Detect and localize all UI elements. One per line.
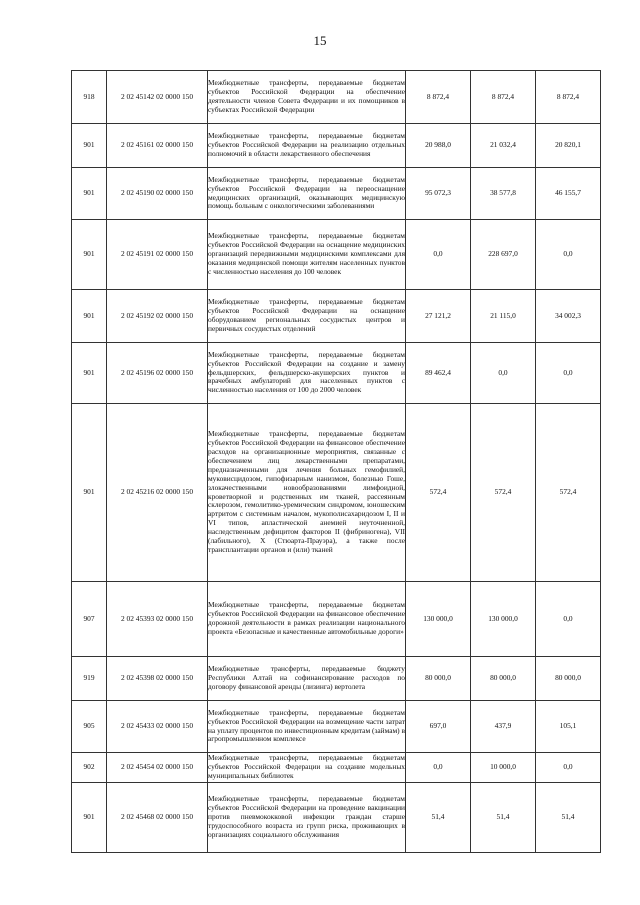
amount-year1-cell — [406, 753, 471, 783]
admin-code-cell-text: 901 — [83, 188, 95, 198]
amount-year3-cell-text: 8 872,4 — [556, 91, 580, 101]
table-row — [72, 220, 601, 290]
amount-year2-cell — [471, 220, 536, 290]
admin-code-cell — [72, 701, 107, 753]
amount-year1-cell-text: 572,4 — [429, 487, 447, 497]
table-row — [72, 783, 601, 853]
amount-year1-cell-text: 0,0 — [433, 762, 443, 772]
admin-code-cell-text: 901 — [83, 812, 95, 822]
amount-year2-cell-text: 80 000,0 — [490, 673, 516, 683]
description-cell — [208, 753, 406, 783]
budget-code-cell — [107, 220, 208, 290]
amount-year2-cell — [471, 657, 536, 701]
amount-year3-cell — [536, 701, 601, 753]
description-cell — [208, 168, 406, 220]
budget-code-cell-text: 2 02 45433 02 0000 150 — [120, 721, 194, 731]
description-cell — [208, 343, 406, 404]
budget-code-cell — [107, 124, 208, 168]
amount-year1-cell-text: 0,0 — [433, 249, 443, 259]
description-cell-text: Межбюджетные трансферты, передаваемые бюджетам субъектов Российской Федерации на возмещение части затрат на уплату процентов по инвестиционным кредитам (займам) в агропромышленном комплексе — [208, 707, 405, 744]
budget-code-cell-text: 2 02 45196 02 0000 150 — [120, 367, 194, 377]
admin-code-cell-text: 901 — [83, 310, 95, 320]
amount-year3-cell-text: 46 155,7 — [555, 188, 581, 198]
description-cell — [208, 657, 406, 701]
description-cell — [208, 404, 406, 582]
table-body — [72, 71, 601, 853]
amount-year1-cell — [406, 71, 471, 124]
description-cell-text: Межбюджетные трансферты, передаваемые бюджетам субъектов Российской Федерации на реализацию отдельных полномочий в области лекарственного обеспечения — [208, 131, 405, 158]
budget-code-cell-text: 2 02 45190 02 0000 150 — [120, 188, 194, 198]
amount-year3-cell-text: 572,4 — [559, 487, 577, 497]
admin-code-cell-text: 901 — [83, 140, 95, 150]
amount-year3-cell — [536, 168, 601, 220]
amount-year2-cell-text: 228 697,0 — [488, 249, 518, 259]
budget-code-cell — [107, 582, 208, 657]
admin-code-cell-text: 901 — [83, 487, 95, 497]
description-cell-text: Межбюджетные трансферты, передаваемые бюджетам субъектов Российской Федерации на финансовое обеспечение дорожной деятельности в рамках реализации национального проекта «Безопасные и качественные автомобильные дороги» — [208, 600, 405, 636]
amount-year2-cell — [471, 290, 536, 343]
amount-year3-cell-text: 80 000,0 — [555, 673, 581, 683]
table-row — [72, 582, 601, 657]
table-row — [72, 290, 601, 343]
description-cell — [208, 783, 406, 853]
budget-code-cell-text: 2 02 45191 02 0000 150 — [120, 249, 194, 259]
budget-code-cell — [107, 701, 208, 753]
budget-code-cell — [107, 657, 208, 701]
amount-year2-cell — [471, 582, 536, 657]
admin-code-cell — [72, 124, 107, 168]
admin-code-cell-text: 902 — [83, 762, 95, 772]
budget-code-cell — [107, 290, 208, 343]
amount-year1-cell — [406, 783, 471, 853]
table-row — [72, 701, 601, 753]
amount-year2-cell-text: 572,4 — [494, 487, 512, 497]
amount-year1-cell-text: 89 462,4 — [425, 367, 451, 377]
description-cell — [208, 582, 406, 657]
amount-year2-cell-text: 437,9 — [494, 721, 512, 731]
amount-year2-cell-text: 51,4 — [496, 812, 510, 822]
description-cell — [208, 220, 406, 290]
admin-code-cell — [72, 753, 107, 783]
admin-code-cell — [72, 220, 107, 290]
amount-year3-cell — [536, 404, 601, 582]
amount-year3-cell — [536, 290, 601, 343]
admin-code-cell — [72, 783, 107, 853]
table-row — [72, 657, 601, 701]
admin-code-cell-text: 901 — [83, 367, 95, 377]
amount-year3-cell-text: 0,0 — [563, 613, 573, 623]
admin-code-cell-text: 901 — [83, 249, 95, 259]
amount-year3-cell — [536, 220, 601, 290]
amount-year2-cell-text: 21 032,4 — [490, 140, 516, 150]
admin-code-cell-text: 919 — [83, 673, 95, 683]
amount-year3-cell — [536, 783, 601, 853]
admin-code-cell — [72, 404, 107, 582]
amount-year3-cell-text: 51,4 — [561, 812, 575, 822]
amount-year2-cell-text: 0,0 — [498, 367, 508, 377]
amount-year1-cell — [406, 343, 471, 404]
amount-year1-cell-text: 130 000,0 — [423, 613, 453, 623]
amount-year1-cell-text: 80 000,0 — [425, 673, 451, 683]
budget-code-cell — [107, 168, 208, 220]
description-cell — [208, 290, 406, 343]
table-row — [72, 343, 601, 404]
amount-year3-cell — [536, 753, 601, 783]
table-row — [72, 124, 601, 168]
admin-code-cell — [72, 168, 107, 220]
budget-code-cell-text: 2 02 45142 02 0000 150 — [120, 91, 194, 101]
page-number: 15 — [313, 33, 327, 48]
amount-year1-cell — [406, 404, 471, 582]
budget-code-cell — [107, 753, 208, 783]
budget-code-cell-text: 2 02 45161 02 0000 150 — [120, 140, 194, 150]
amount-year3-cell — [536, 343, 601, 404]
amount-year1-cell-text: 51,4 — [431, 812, 445, 822]
amount-year2-cell-text: 130 000,0 — [488, 613, 518, 623]
admin-code-cell-text: 905 — [83, 721, 95, 731]
amount-year2-cell — [471, 701, 536, 753]
description-cell-text: Межбюджетные трансферты, передаваемые бюджетам субъектов Российской Федерации на оснащение оборудованием региональных сосудистых центров и первичных сосудистых отделений — [208, 297, 405, 333]
description-cell-text: Межбюджетные трансферты, передаваемые бюджетам субъектов Российской Федерации на создание модельных муниципальных библиотек — [208, 753, 405, 780]
budget-code-cell-text: 2 02 45454 02 0000 150 — [120, 762, 194, 772]
budget-code-cell-text: 2 02 45216 02 0000 150 — [120, 487, 194, 497]
description-cell — [208, 71, 406, 124]
admin-code-cell — [72, 657, 107, 701]
budget-code-cell — [107, 783, 208, 853]
amount-year3-cell — [536, 582, 601, 657]
description-cell-text: Межбюджетные трансферты, передаваемые бюджету Республики Алтай на софинансирование расходов по договору финансовой аренды (лизинга) вертолета — [208, 664, 405, 691]
amount-year2-cell — [471, 343, 536, 404]
amount-year1-cell — [406, 290, 471, 343]
description-cell-text: Межбюджетные трансферты, передаваемые бюджетам субъектов Российской Федерации на обеспечение деятельности членов Совета Федерации и их помощников в субъектах Российской Федерации — [208, 78, 405, 114]
amount-year1-cell-text: 95 072,3 — [425, 188, 451, 198]
amount-year1-cell-text: 20 988,0 — [425, 140, 451, 150]
amount-year3-cell — [536, 124, 601, 168]
amount-year2-cell — [471, 71, 536, 124]
amount-year2-cell-text: 10 000,0 — [490, 762, 516, 772]
budget-code-cell-text: 2 02 45468 02 0000 150 — [120, 812, 194, 822]
admin-code-cell-text: 918 — [83, 91, 95, 101]
table-row — [72, 404, 601, 582]
admin-code-cell — [72, 343, 107, 404]
admin-code-cell — [72, 71, 107, 124]
amount-year3-cell-text: 0,0 — [563, 762, 573, 772]
amount-year2-cell-text: 38 577,8 — [490, 188, 516, 198]
amount-year1-cell — [406, 582, 471, 657]
amount-year2-cell — [471, 168, 536, 220]
budget-code-cell-text: 2 02 45398 02 0000 150 — [120, 673, 194, 683]
budget-code-cell — [107, 71, 208, 124]
amount-year3-cell — [536, 657, 601, 701]
description-cell-text: Межбюджетные трансферты, передаваемые бюджетам субъектов Российской Федерации на создание и замену фельдшерских, фельдшерско-акушерских пунктов и врачебных амбулаторий для населенных пунктов с численностью населения от 100 до 2000 человек — [208, 349, 405, 395]
budget-code-cell-text: 2 02 45192 02 0000 150 — [120, 310, 194, 320]
amount-year1-cell — [406, 220, 471, 290]
amount-year2-cell — [471, 783, 536, 853]
amount-year2-cell — [471, 753, 536, 783]
amount-year2-cell-text: 21 115,0 — [490, 310, 516, 320]
amount-year3-cell-text: 0,0 — [563, 249, 573, 259]
description-cell-text: Межбюджетные трансферты, передаваемые бюджетам субъектов Российской Федерации на переоснащение медицинских организаций, оказывающих медицинскую помощь больным с онкологическими заболеваниями — [208, 174, 405, 211]
amount-year2-cell — [471, 404, 536, 582]
table-row — [72, 168, 601, 220]
description-cell — [208, 124, 406, 168]
amount-year1-cell-text: 27 121,2 — [425, 310, 451, 320]
amount-year3-cell-text: 34 002,3 — [555, 310, 581, 320]
budget-table — [71, 70, 601, 853]
amount-year1-cell-text: 697,0 — [429, 721, 447, 731]
admin-code-cell — [72, 582, 107, 657]
description-cell-text: Межбюджетные трансферты, передаваемые бюджетам субъектов Российской Федерации на оснащение медицинских организаций передвижными медицинскими комплексами для оказания медицинской помощи жителям населенных пунктов с численностью населения до 100 человек — [208, 231, 405, 276]
amount-year1-cell — [406, 701, 471, 753]
amount-year1-cell — [406, 124, 471, 168]
description-cell-text: Межбюджетные трансферты, передаваемые бюджетам субъектов Российской Федерации на финансовое обеспечение расходов на организационные мероприятия, связанные с обеспечением лиц лекарственными препаратами, предназначенными для лечения больных гемофилией, муковисцидозом, гипофизарным нанизмом, болезнью Гоше, злокачественными новообразованиями лимфоидной, кроветворной и родственных им тканей, рассеянным склерозом, гемолитико-уремическим синдромом, юношеским артритом с системным началом, мукополисахаридозом I, II и VI типов, апластической анемией неуточненной, наследственным дефицитом факторов II (фибриногена), VII (лабильного), X (Стюарта-Прауэра), а также после трансплантации органов и (или) тканей — [208, 429, 405, 554]
admin-code-cell-text: 907 — [83, 613, 95, 623]
amount-year3-cell-text: 20 820,1 — [555, 140, 581, 150]
budget-code-cell — [107, 404, 208, 582]
amount-year1-cell-text: 8 872,4 — [426, 91, 450, 101]
budget-code-cell — [107, 343, 208, 404]
description-cell — [208, 701, 406, 753]
description-cell-text: Межбюджетные трансферты, передаваемые бюджетам субъектов Российской Федерации на проведение вакцинации против пневмококковой инфекции граждан старше трудоспособного возраста из групп риска, проживающих в организациях социального обслуживания — [208, 794, 405, 839]
amount-year1-cell — [406, 168, 471, 220]
table-row — [72, 753, 601, 783]
amount-year2-cell-text: 8 872,4 — [491, 91, 515, 101]
amount-year3-cell-text: 105,1 — [559, 721, 577, 731]
admin-code-cell — [72, 290, 107, 343]
amount-year3-cell — [536, 71, 601, 124]
budget-code-cell-text: 2 02 45393 02 0000 150 — [120, 613, 194, 623]
amount-year1-cell — [406, 657, 471, 701]
amount-year2-cell — [471, 124, 536, 168]
table-row — [72, 71, 601, 124]
amount-year3-cell-text: 0,0 — [563, 367, 573, 377]
